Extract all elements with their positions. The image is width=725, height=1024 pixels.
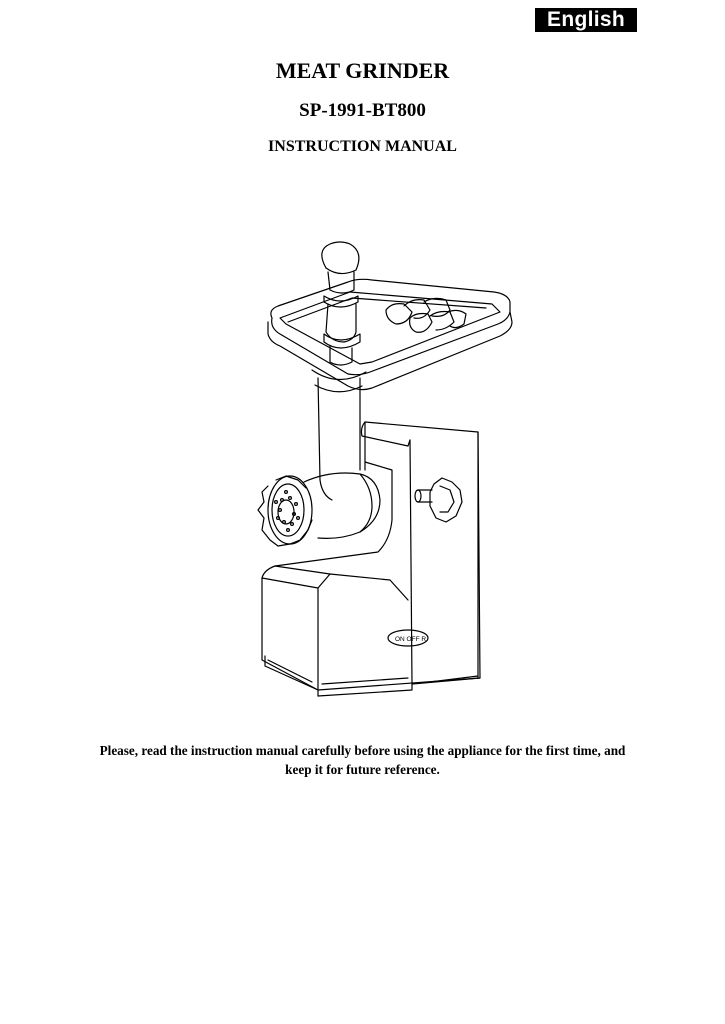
document-title: MEAT GRINDER <box>275 58 450 83</box>
feeding-tray <box>268 279 512 389</box>
on-off-switch <box>388 630 428 646</box>
side-knob <box>415 478 462 522</box>
grinder-head <box>258 473 380 546</box>
meat-pieces <box>386 298 466 332</box>
usage-notice <box>40 741 685 779</box>
language-badge: English <box>535 8 637 32</box>
meat-grinder-illustration <box>240 235 530 705</box>
switch-label: ON OFF R <box>395 636 427 643</box>
notice-line-1: Please, read the instruction manual carefully before using the appliance for the first time, and <box>99 743 626 758</box>
motor-housing <box>262 422 480 696</box>
notice-line-2: keep it for future reference. <box>285 762 440 777</box>
document-subtitle: INSTRUCTION MANUAL <box>268 138 457 155</box>
model-number: SP-1991-BT800 <box>299 100 426 121</box>
